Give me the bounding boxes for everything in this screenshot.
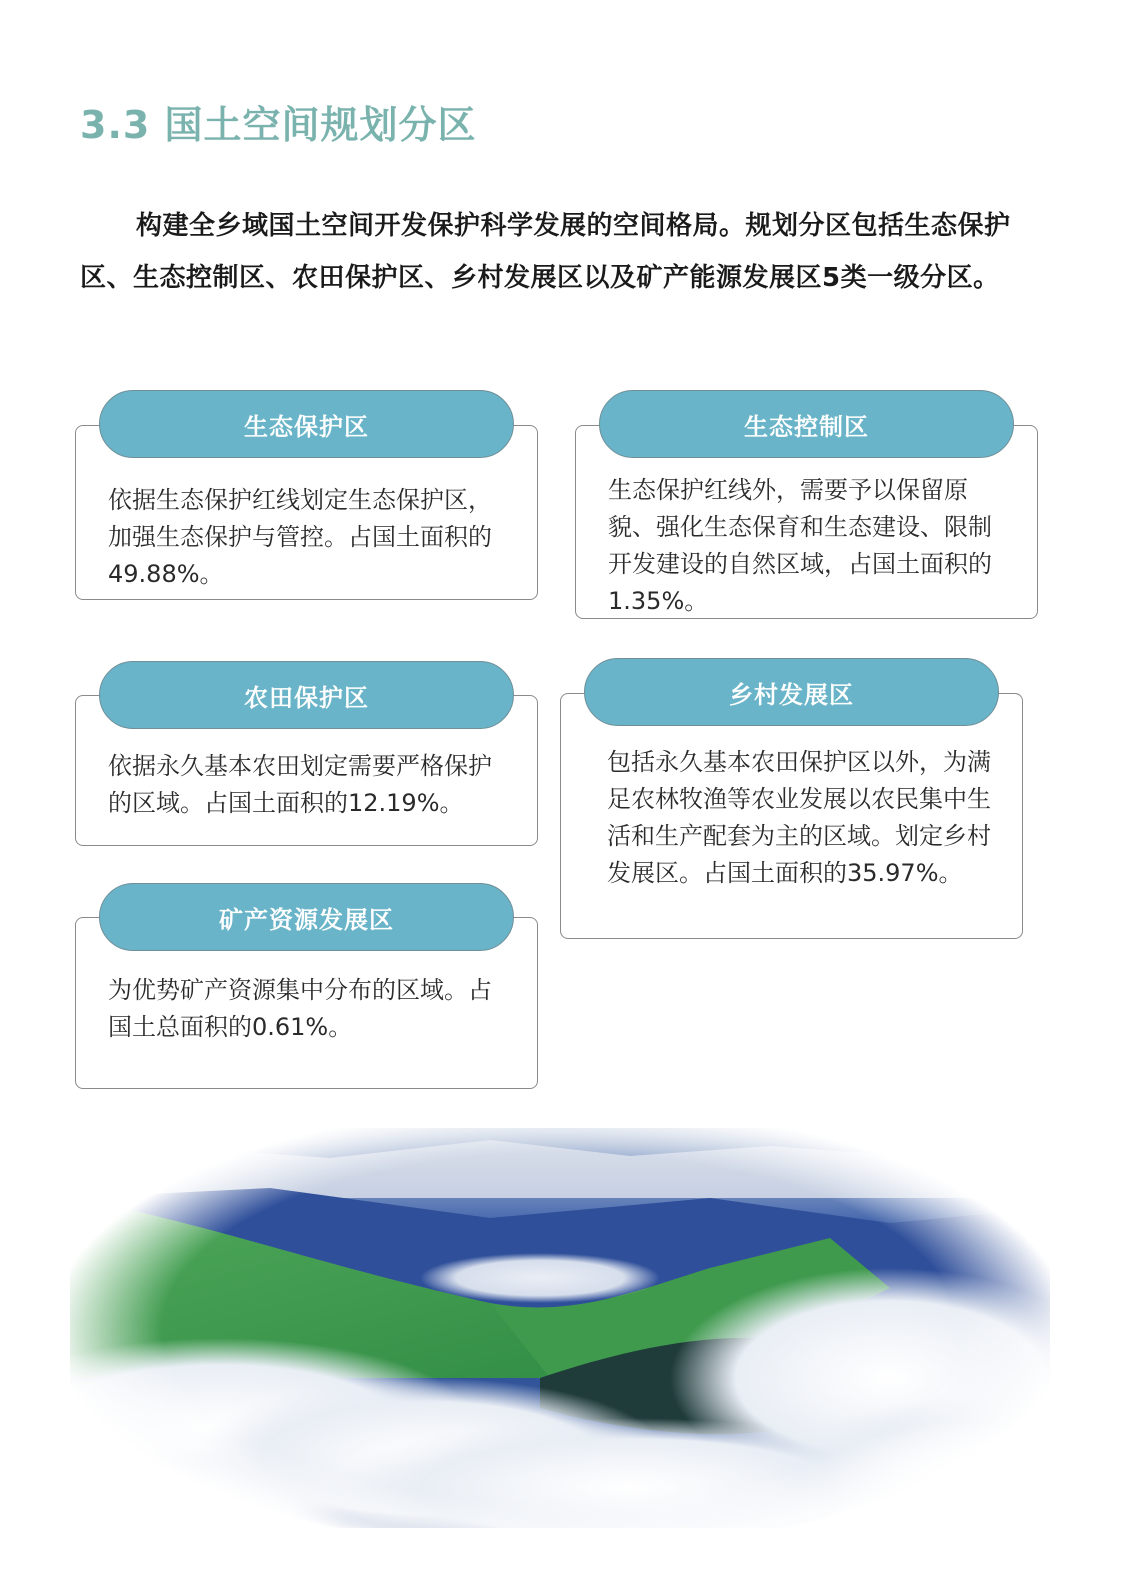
zone-title-farmland-protection: 农田保护区 [99,661,514,729]
zone-title-rural-development: 乡村发展区 [584,658,999,726]
zone-description: 为优势矿产资源集中分布的区域。占国土总面积的0.61%。 [108,976,492,1041]
zone-description: 包括永久基本农田保护区以外，为满足农林牧渔等农业发展以农民集中生活和生产配套为主的区域。划定乡村发展区。占国土面积的35.97%。 [607,748,991,887]
zone-description: 生态保护红线外，需要予以保留原貌、强化生态保育和生态建设、限制开发建设的自然区域，占国土面积的1.35%。 [608,476,992,615]
zone-title-ecological-protection: 生态保护区 [99,390,514,458]
zone-title-mineral-resources: 矿产资源发展区 [99,883,514,951]
zone-description: 依据永久基本农田划定需要严格保护的区域。占国土面积的12.19%。 [108,752,492,817]
zone-description: 依据生态保护红线划定生态保护区，加强生态保护与管控。占国土面积的49.88%。 [108,486,492,588]
zone-title-ecological-control: 生态控制区 [599,390,1014,458]
section-title: 3.3 国土空间规划分区 [80,103,477,147]
mountain-landscape-photo [70,1128,1050,1528]
intro-paragraph: 构建全乡域国土空间开发保护科学发展的空间格局。规划分区包括生态保护区、生态控制区、农田保护区、乡村发展区以及矿产能源发展区5类一级分区。 [80,211,1011,293]
zone-card-rural-development [560,693,1023,939]
